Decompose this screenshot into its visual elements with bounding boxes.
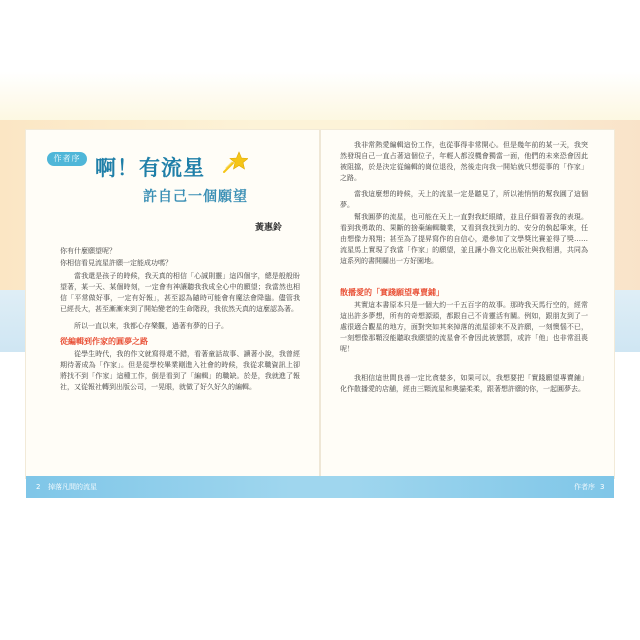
shooting-star-icon bbox=[222, 150, 248, 174]
intro-paragraph: 當我還是孩子的時候，我天真的相信「心誠則靈」這四個字，總是般般盼望著，某一天、某個時刻，一定會有神讓聽我我成全心中的願望；我當然也相信「平常做好事，一定有好報」，甚至認為隨時可能會有魔法會降臨。儘管我已經長大，甚至漸漸來到了開始變老的生命階段，我依然天真的這麼認為著。 bbox=[60, 272, 300, 313]
background-bottom bbox=[0, 498, 640, 640]
right-paragraph-5: 我相信這世間良善一定比貪婪多，如果可以，我想要把「實踐願望專賣鋪」化作散播愛的店舖，經由三顆流星和奧貓柔柔，跟著想許願的你，一起圓夢去。 bbox=[340, 374, 588, 393]
intro-closing: 所以一直以來，我都心存樂觀，過著有夢的日子。 bbox=[74, 322, 228, 330]
book-gutter bbox=[319, 130, 321, 478]
page-subtitle: 許自己一個願望 bbox=[143, 189, 248, 205]
background-top bbox=[0, 0, 640, 130]
section-heading-right: 散播愛的「實踐願望專賣鋪」 bbox=[340, 288, 444, 297]
page-title: 啊！有流星 bbox=[95, 156, 205, 180]
intro-line-1: 你有什麼願望呢？ bbox=[60, 247, 116, 255]
section-heading-left: 從編輯到作家的圓夢之路 bbox=[60, 337, 148, 346]
author-name: 黃惠鈴 bbox=[255, 223, 283, 233]
footer-band bbox=[26, 476, 614, 498]
right-paragraph-4: 其實這本書原本只是一個大約一千五百字的故事。那時我天馬行空的，經常這出許多夢想，所有的奇想源頭，都跟自己不肯靈活有關。例如，跟朋友到了一處很適合觀星的地方，面對突如其來掉落的流星卻來不及許願，一刻懊惱不已，一刻想像那顆沒能聽取我願望的流星會不會因此被懲罰，或許「他」也非常沮喪呢！ bbox=[340, 301, 588, 353]
preface-badge: 作者序 bbox=[47, 152, 87, 166]
running-title-left: 掉落凡間的流星 bbox=[48, 483, 97, 491]
page-number-right: 3 bbox=[600, 483, 605, 491]
right-paragraph-3: 幫我圓夢的流星，也可能在天上一直對我眨眼睛，並且仔細看著我的表現。看到我勇敢的、果斷的捨棄編輯職業，又看到我找到力的、安分的執起筆來，任由想像力飛翔；甚至為了提昇寫作的自信心，還參加了文學獎比賽並得了獎……流星馬上實現了我當「作家」的願望，並且讓小魯文化出版社與我相遇，共同為這系列的書開闢出一方好園地。 bbox=[340, 213, 588, 265]
right-paragraph-1: 我非常熱愛編輯這份工作，也從事得非常開心。但是幾年前的某一天，我突然發現自己一直占著這個位子，年輕人都沒機會獨當一面，他們的未來恐會因此被阻擋，於是決定從編輯的崗位退役，然後走向我一開始就只想從事的「作家」之路。 bbox=[340, 141, 588, 182]
right-paragraph-2: 當我這麼想的時候，天上的流星一定是聽見了，所以祂悄悄的幫我圓了這個夢。 bbox=[340, 190, 588, 209]
intro-line-2: 你相信看見流星許願一定能成功嗎？ bbox=[60, 259, 172, 267]
page-number-left: 2 bbox=[36, 483, 41, 491]
running-title-right: 作者序 bbox=[574, 483, 595, 491]
section-body-left: 從學生時代，我的作文就寫得還不錯，看著童話故事、讀著小說，我曾經期待著成為「作家」。但是從學校畢業剛進入社會的時候，我從求職資訊上卻將找不到「作家」這種工作，倒是看到了「編輯」的職缺。於是，我就進了報社，又從報社轉到出版公司，一晃眼，就做了好久好久的編輯。 bbox=[60, 350, 300, 391]
